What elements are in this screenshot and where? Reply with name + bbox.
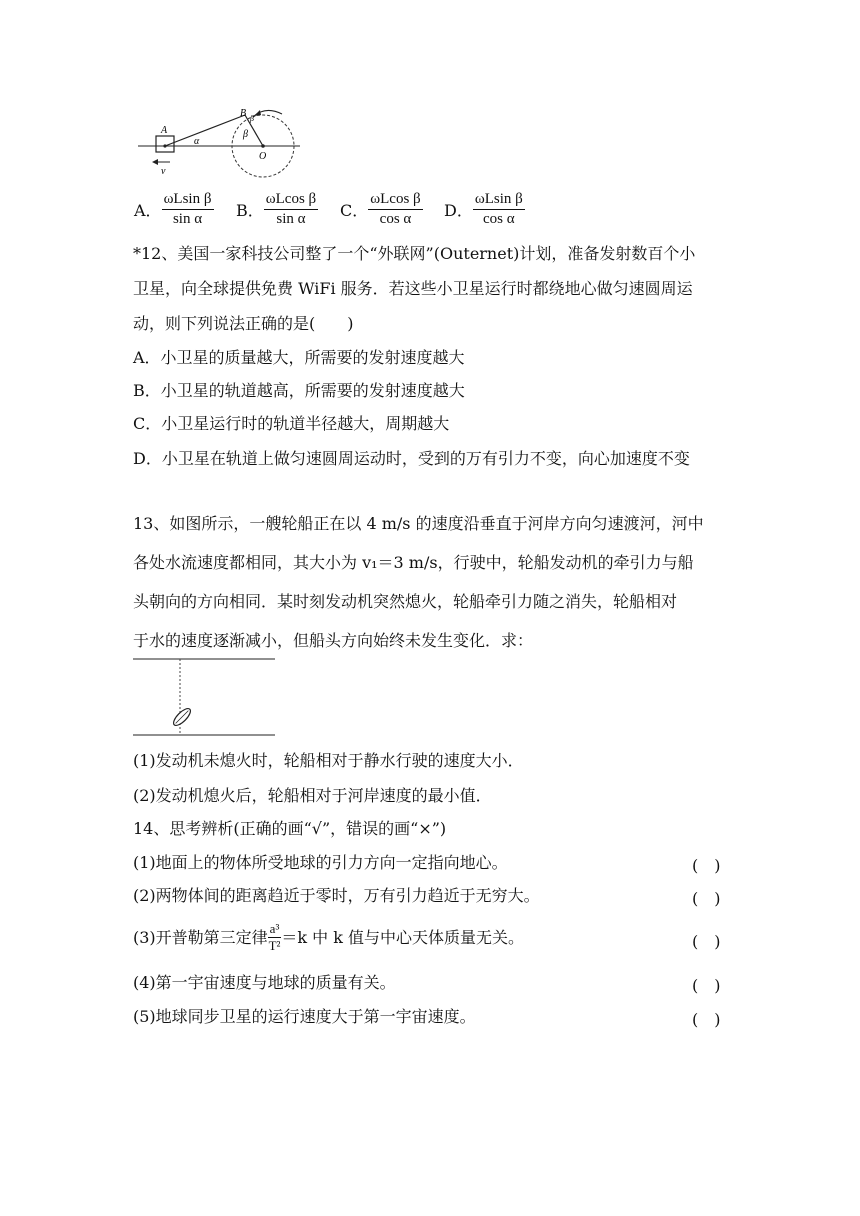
label-beta: β: [243, 129, 248, 140]
q11-option-d[interactable]: [444, 191, 525, 228]
boat-icon: [171, 706, 193, 728]
fraction-numerator: ωLcos β: [264, 191, 318, 210]
fraction-denominator: sin α: [172, 211, 203, 227]
q12-option-b[interactable]: B．小卫星的轨道越高，所需要的发射速度越大: [133, 381, 465, 400]
label-B: B: [240, 108, 247, 119]
option-fraction: [368, 191, 422, 228]
answer-paren-2[interactable]: ( ): [692, 889, 721, 908]
option-letter: C．: [340, 201, 369, 220]
label-v: v: [161, 166, 166, 177]
fraction-numerator: ωLsin β: [162, 191, 214, 210]
fraction-denominator: cos α: [483, 211, 515, 227]
fraction-numerator: a³: [269, 921, 280, 936]
q14-title: 14、思考辨析(正确的画“√”，错误的画“×”): [133, 819, 447, 838]
answer-paren-1[interactable]: ( ): [692, 856, 721, 875]
answer-paren-5[interactable]: ( ): [692, 1010, 721, 1029]
q11-figure: [134, 104, 304, 180]
q11-option-a[interactable]: [134, 191, 214, 228]
option-letter: A．: [134, 201, 162, 220]
q13-line: 于水的速度逐渐减小，但船头方向始终未发生变化．求：: [133, 631, 534, 650]
q11-option-b[interactable]: [236, 191, 318, 228]
q12-line: *12、美国一家科技公司整了一个“外联网”(Outernet)计划，准备发射数百个小: [133, 244, 696, 263]
item3-prefix: (3)开普勒第三定律: [133, 927, 268, 947]
q14-item-5: (5)地球同步卫星的运行速度大于第一宇宙速度。: [133, 1007, 476, 1026]
option-fraction: [473, 191, 525, 228]
river-figure: [133, 655, 279, 739]
fraction-denominator: sin α: [276, 211, 306, 227]
q12-line: 卫星，向全球提供免费 WiFi 服务．若这些小卫星运行时都绕地心做匀速圆周运: [133, 279, 693, 298]
q14-item-4: (4)第一宇宙速度与地球的质量有关。: [133, 973, 396, 992]
option-fraction: [162, 191, 214, 228]
kepler-fraction: [268, 922, 282, 953]
q13-sub-1: (1)发动机未熄火时，轮船相对于静水行驶的速度大小．: [133, 751, 524, 770]
q12-option-d[interactable]: D．小卫星在轨道上做匀速圆周运动时，受到的万有引力不变，向心加速度不变: [133, 449, 690, 468]
q12-line: 动，则下列说法正确的是( ): [133, 314, 354, 333]
fraction-denominator: cos α: [379, 211, 412, 227]
q13-line: 头朝向的方向相同．某时刻发动机突然熄火，轮船牵引力随之消失，轮船相对: [133, 592, 678, 611]
fraction-numerator: ωLcos β: [368, 191, 422, 210]
label-beta-top: β: [250, 114, 254, 123]
q12-option-c[interactable]: C．小卫星运行时的轨道半径越大，周期越大: [133, 414, 450, 433]
q14-item-3: [133, 922, 524, 953]
q13-line: 各处水流速度都相同，其大小为 v₁＝3 m/s，行驶中，轮船发动机的牵引力与船: [133, 553, 694, 572]
q13-line: 13、如图所示，一艘轮船正在以 4 m/s 的速度沿垂直于河岸方向匀速渡河，河中: [133, 514, 704, 533]
option-fraction: [264, 191, 318, 228]
label-O: O: [259, 151, 267, 162]
label-A: A: [161, 125, 168, 136]
fraction-numerator: ωLsin β: [473, 191, 525, 210]
fraction-denominator: T²: [268, 938, 281, 953]
option-letter: D．: [444, 201, 473, 220]
answer-paren-3[interactable]: ( ): [692, 932, 721, 951]
option-letter: B．: [236, 201, 264, 220]
q12-option-a[interactable]: A．小卫星的质量越大，所需要的发射速度越大: [133, 348, 465, 367]
label-alpha: α: [194, 136, 200, 147]
answer-paren-4[interactable]: ( ): [692, 976, 721, 995]
q14-item-2: (2)两物体间的距离趋近于零时，万有引力趋近于无穷大。: [133, 886, 540, 905]
item3-suffix: ＝k 中 k 值与中心天体质量无关。: [281, 927, 524, 947]
q13-sub-2: (2)发动机熄火后，轮船相对于河岸速度的最小值．: [133, 786, 492, 805]
q14-item-1: (1)地面上的物体所受地球的引力方向一定指向地心。: [133, 853, 508, 872]
q11-option-c[interactable]: [340, 191, 423, 228]
